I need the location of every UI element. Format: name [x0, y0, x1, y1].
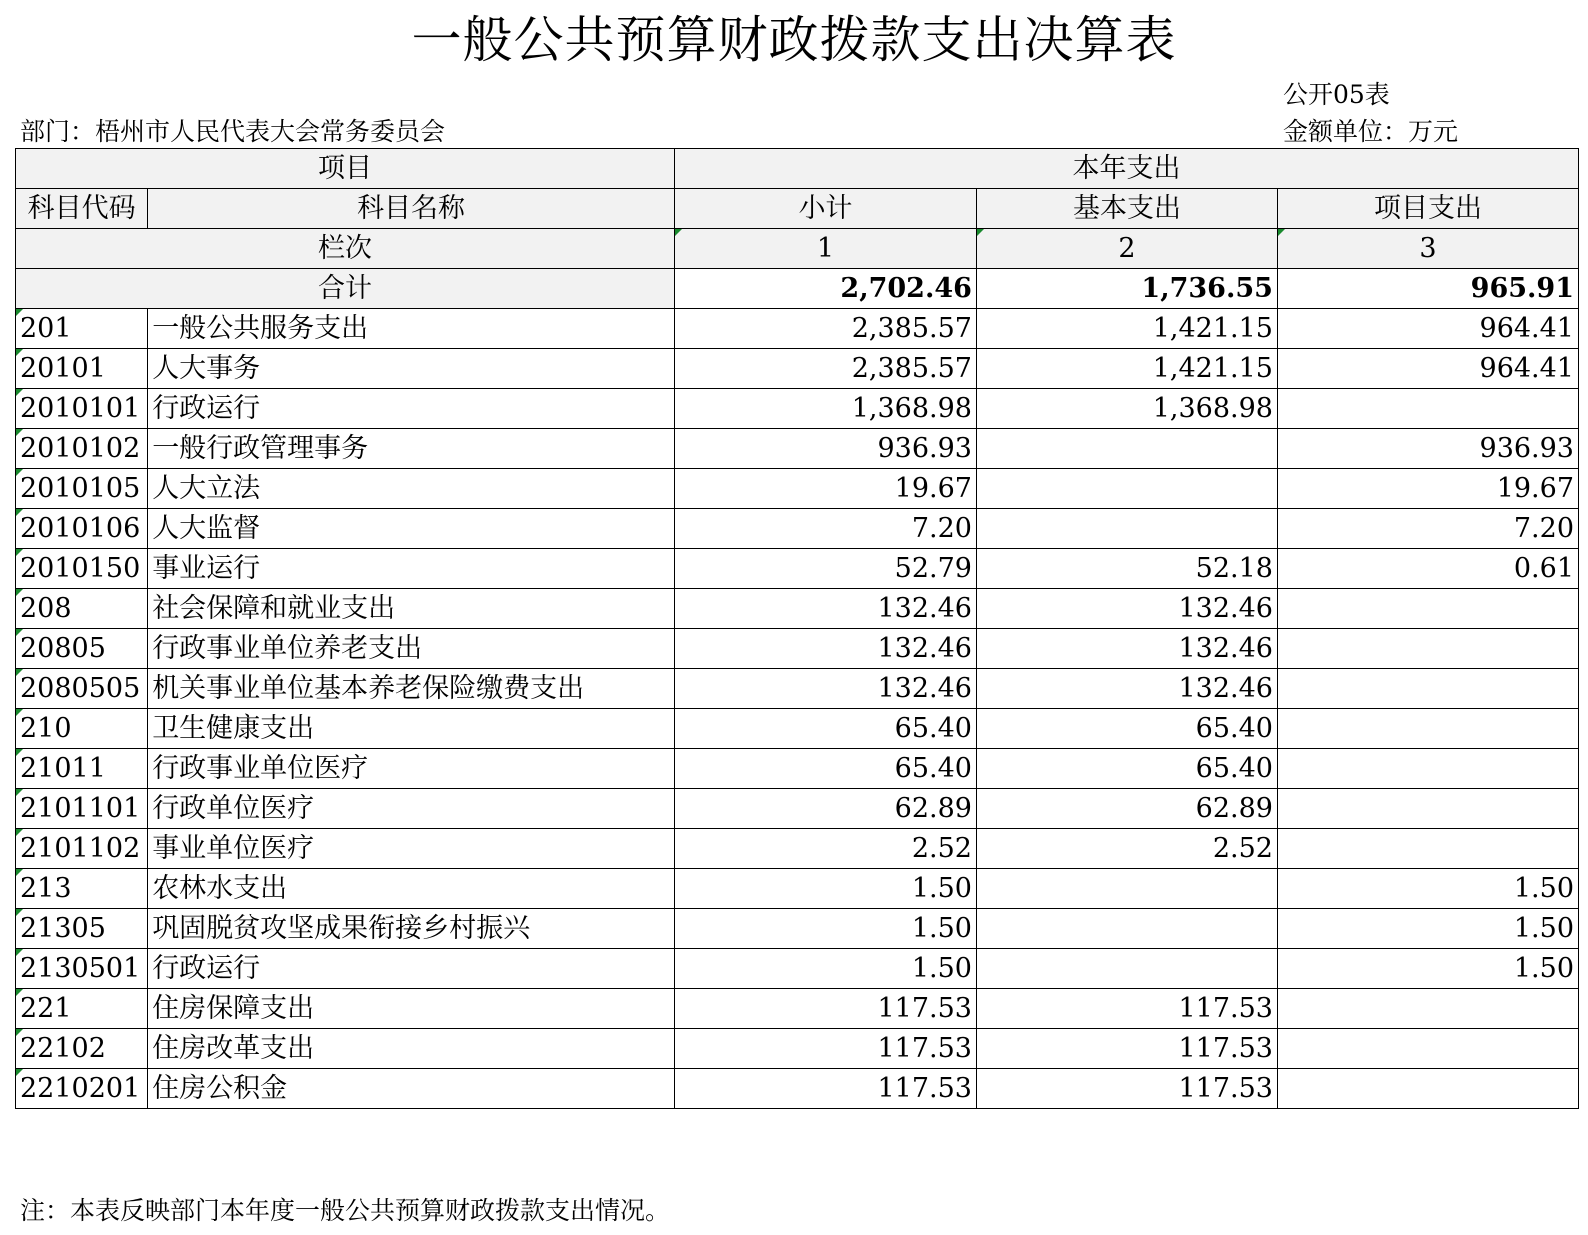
table-row: [16, 549, 1579, 589]
basic-value: 117.53: [976, 1069, 1277, 1109]
table-row: [16, 669, 1579, 709]
basic-value: 117.53: [976, 989, 1277, 1029]
basic-value: 1,421.15: [976, 349, 1277, 389]
subject-code: 2101101: [16, 789, 148, 829]
subject-name: 农林水支出: [148, 869, 675, 909]
table-row: [16, 829, 1579, 869]
project-value: 936.93: [1277, 429, 1578, 469]
subtotal-value: 117.53: [674, 989, 976, 1029]
header-name: 科目名称: [148, 189, 675, 229]
basic-value: [976, 869, 1277, 909]
basic-value: 65.40: [976, 749, 1277, 789]
basic-value: 132.46: [976, 589, 1277, 629]
subject-code: 21011: [16, 749, 148, 789]
subject-name: 一般行政管理事务: [148, 429, 675, 469]
project-value: [1277, 1069, 1578, 1109]
project-value: [1277, 749, 1578, 789]
table-row: [16, 909, 1579, 949]
subject-name: 住房公积金: [148, 1069, 675, 1109]
header-basic-expenditure: 基本支出: [976, 189, 1277, 229]
project-value: 964.41: [1277, 309, 1578, 349]
project-value: [1277, 709, 1578, 749]
column-number-1: 1: [674, 229, 976, 269]
table-row: [16, 349, 1579, 389]
total-row: [16, 269, 1579, 309]
basic-value: 132.46: [976, 669, 1277, 709]
subject-code: 210: [16, 709, 148, 749]
subtotal-value: 132.46: [674, 589, 976, 629]
header-subtotal: 小计: [674, 189, 976, 229]
table-row: [16, 789, 1579, 829]
basic-value: [976, 469, 1277, 509]
subtotal-value: 65.40: [674, 749, 976, 789]
subject-code: 221: [16, 989, 148, 1029]
subtotal-value: 132.46: [674, 629, 976, 669]
basic-value: 1,368.98: [976, 389, 1277, 429]
basic-value: 117.53: [976, 1029, 1277, 1069]
header-this-year-expenditure: 本年支出: [674, 149, 1578, 189]
expenditure-table: [15, 148, 1579, 1109]
subtotal-value: 19.67: [674, 469, 976, 509]
subject-code: 21305: [16, 909, 148, 949]
table-row: [16, 749, 1579, 789]
subject-name: 事业运行: [148, 549, 675, 589]
table-row: [16, 949, 1579, 989]
table-row: [16, 429, 1579, 469]
total-label: 合计: [16, 269, 675, 309]
subtotal-value: 7.20: [674, 509, 976, 549]
header-project: 项目: [16, 149, 675, 189]
subject-name: 事业单位医疗: [148, 829, 675, 869]
basic-value: 65.40: [976, 709, 1277, 749]
header-project-expenditure: 项目支出: [1277, 189, 1578, 229]
table-row: [16, 309, 1579, 349]
basic-value: [976, 509, 1277, 549]
project-value: 1.50: [1277, 949, 1578, 989]
project-value: [1277, 789, 1578, 829]
project-value: 1.50: [1277, 909, 1578, 949]
subject-name: 人大监督: [148, 509, 675, 549]
basic-value: [976, 949, 1277, 989]
header-row-columns: [16, 189, 1579, 229]
project-value: [1277, 389, 1578, 429]
subject-name: 行政事业单位养老支出: [148, 629, 675, 669]
subject-code: 208: [16, 589, 148, 629]
subject-name: 机关事业单位基本养老保险缴费支出: [148, 669, 675, 709]
subtotal-value: 1.50: [674, 909, 976, 949]
basic-value: 1,421.15: [976, 309, 1277, 349]
project-value: [1277, 629, 1578, 669]
subject-name: 住房保障支出: [148, 989, 675, 1029]
subtotal-value: 65.40: [674, 709, 976, 749]
basic-value: 2.52: [976, 829, 1277, 869]
subtotal-value: 52.79: [674, 549, 976, 589]
table-row: [16, 509, 1579, 549]
table-body: [16, 149, 1579, 1109]
subject-name: 社会保障和就业支出: [148, 589, 675, 629]
subtotal-value: 1,368.98: [674, 389, 976, 429]
subject-name: 人大立法: [148, 469, 675, 509]
subject-code: 2010102: [16, 429, 148, 469]
project-value: 7.20: [1277, 509, 1578, 549]
subject-code: 2130501: [16, 949, 148, 989]
table-row: [16, 469, 1579, 509]
column-number-label: 栏次: [16, 229, 675, 269]
subject-code: 2101102: [16, 829, 148, 869]
subject-code: 2010150: [16, 549, 148, 589]
subject-name: 行政运行: [148, 949, 675, 989]
total-subtotal: 2,702.46: [674, 269, 976, 309]
subject-code: 20805: [16, 629, 148, 669]
table-row: [16, 589, 1579, 629]
subject-name: 人大事务: [148, 349, 675, 389]
subject-name: 卫生健康支出: [148, 709, 675, 749]
subtotal-value: 1.50: [674, 869, 976, 909]
subject-name: 行政单位医疗: [148, 789, 675, 829]
subject-code: 213: [16, 869, 148, 909]
basic-value: 52.18: [976, 549, 1277, 589]
basic-value: 132.46: [976, 629, 1277, 669]
column-number-row: [16, 229, 1579, 269]
form-number: 公开05表: [1283, 80, 1390, 109]
subject-name: 行政事业单位医疗: [148, 749, 675, 789]
subtotal-value: 2,385.57: [674, 309, 976, 349]
subject-code: 2210201: [16, 1069, 148, 1109]
project-value: 0.61: [1277, 549, 1578, 589]
column-number-2: 2: [976, 229, 1277, 269]
subject-code: 22102: [16, 1029, 148, 1069]
table-row: [16, 1069, 1579, 1109]
report-title: 一般公共预算财政拨款支出决算表: [411, 11, 1177, 69]
subtotal-value: 132.46: [674, 669, 976, 709]
table-row: [16, 389, 1579, 429]
project-value: [1277, 829, 1578, 869]
subtotal-value: 1.50: [674, 949, 976, 989]
subject-code: 20101: [16, 349, 148, 389]
subject-name: 巩固脱贫攻坚成果衔接乡村振兴: [148, 909, 675, 949]
table-row: [16, 709, 1579, 749]
subject-code: 2010101: [16, 389, 148, 429]
project-value: 964.41: [1277, 349, 1578, 389]
subtotal-value: 936.93: [674, 429, 976, 469]
subtotal-value: 62.89: [674, 789, 976, 829]
project-value: [1277, 669, 1578, 709]
total-project: 965.91: [1277, 269, 1578, 309]
subject-name: 住房改革支出: [148, 1029, 675, 1069]
header-code: 科目代码: [16, 189, 148, 229]
project-value: [1277, 989, 1578, 1029]
subject-code: 201: [16, 309, 148, 349]
header-row-top: [16, 149, 1579, 189]
project-value: [1277, 1029, 1578, 1069]
table-note: 注：本表反映部门本年度一般公共预算财政拨款支出情况。: [20, 1196, 671, 1225]
basic-value: [976, 909, 1277, 949]
subtotal-value: 2.52: [674, 829, 976, 869]
subject-code: 2080505: [16, 669, 148, 709]
table-row: [16, 629, 1579, 669]
subtotal-value: 2,385.57: [674, 349, 976, 389]
subtotal-value: 117.53: [674, 1029, 976, 1069]
table-row: [16, 869, 1579, 909]
amount-unit-label: 金额单位：万元: [1283, 117, 1459, 146]
basic-value: [976, 429, 1277, 469]
subject-code: 2010106: [16, 509, 148, 549]
subject-name: 行政运行: [148, 389, 675, 429]
total-basic: 1,736.55: [976, 269, 1277, 309]
department-label: 部门：梧州市人民代表大会常务委员会: [20, 117, 446, 146]
subject-name: 一般公共服务支出: [148, 309, 675, 349]
project-value: [1277, 589, 1578, 629]
table-row: [16, 1029, 1579, 1069]
table-row: [16, 989, 1579, 1029]
subtotal-value: 117.53: [674, 1069, 976, 1109]
project-value: 19.67: [1277, 469, 1578, 509]
column-number-3: 3: [1277, 229, 1578, 269]
basic-value: 62.89: [976, 789, 1277, 829]
project-value: 1.50: [1277, 869, 1578, 909]
subject-code: 2010105: [16, 469, 148, 509]
